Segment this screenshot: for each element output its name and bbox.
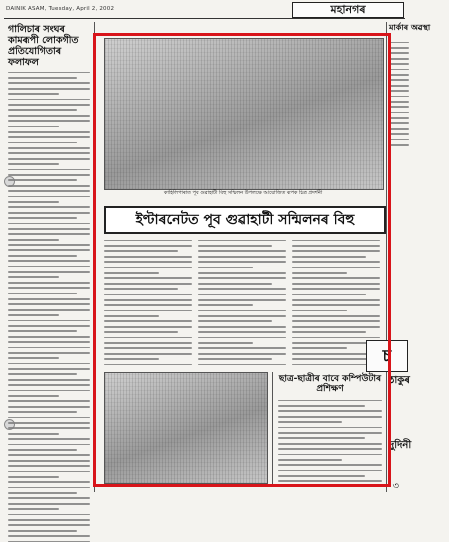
left-column	[8, 24, 90, 474]
left-column-headline: গালিচাৰ সংঘৰ কামৰূপী লোকগীত প্ৰতিযোগিতাৰ ফলাফল	[8, 24, 79, 68]
photo-caption: কাহিলিপাৰাত পূব গুৱাহাটী বিহু সন্মিলন উপলক্ষে আয়োজিত ৰূপক চিত্ৰ প্ৰদৰ্শনী	[163, 190, 323, 196]
right-column-bottom-fragment: দুদিনী	[389, 440, 412, 451]
page-number: ৩	[392, 481, 399, 492]
main-story-headline: ইণ্টাৰনেটত পূব গুৱাহাটী সন্মিলনৰ বিহু	[104, 206, 386, 234]
masthead: DAINIK ASAM, Tuesday, April 2, 2002	[6, 6, 115, 12]
column-rule	[94, 22, 95, 492]
main-story-photo	[104, 38, 384, 190]
bottom-story-text	[278, 396, 382, 482]
bottom-photo	[104, 372, 268, 484]
main-story-column-2	[198, 236, 286, 364]
right-column-text	[390, 38, 409, 158]
right-column-box	[366, 340, 408, 372]
right-box-heading: চ	[382, 346, 392, 365]
left-column-text	[8, 72, 90, 542]
main-story-column-1	[104, 236, 192, 364]
right-column-thakur-heading: ঠাকুৰ	[389, 375, 410, 386]
section-tag: মহানগৰ	[292, 2, 404, 18]
bottom-story-headline: ছাত্ৰ-ছাত্ৰীৰ বাবে কম্পিউটাৰ প্ৰশিক্ষণ	[278, 374, 382, 394]
column-rule	[386, 22, 387, 492]
masthead-rule	[4, 18, 405, 19]
column-rule	[272, 372, 273, 484]
right-column-top-fragment: মাৰ্কাৰ অৱস্থা	[389, 23, 431, 32]
